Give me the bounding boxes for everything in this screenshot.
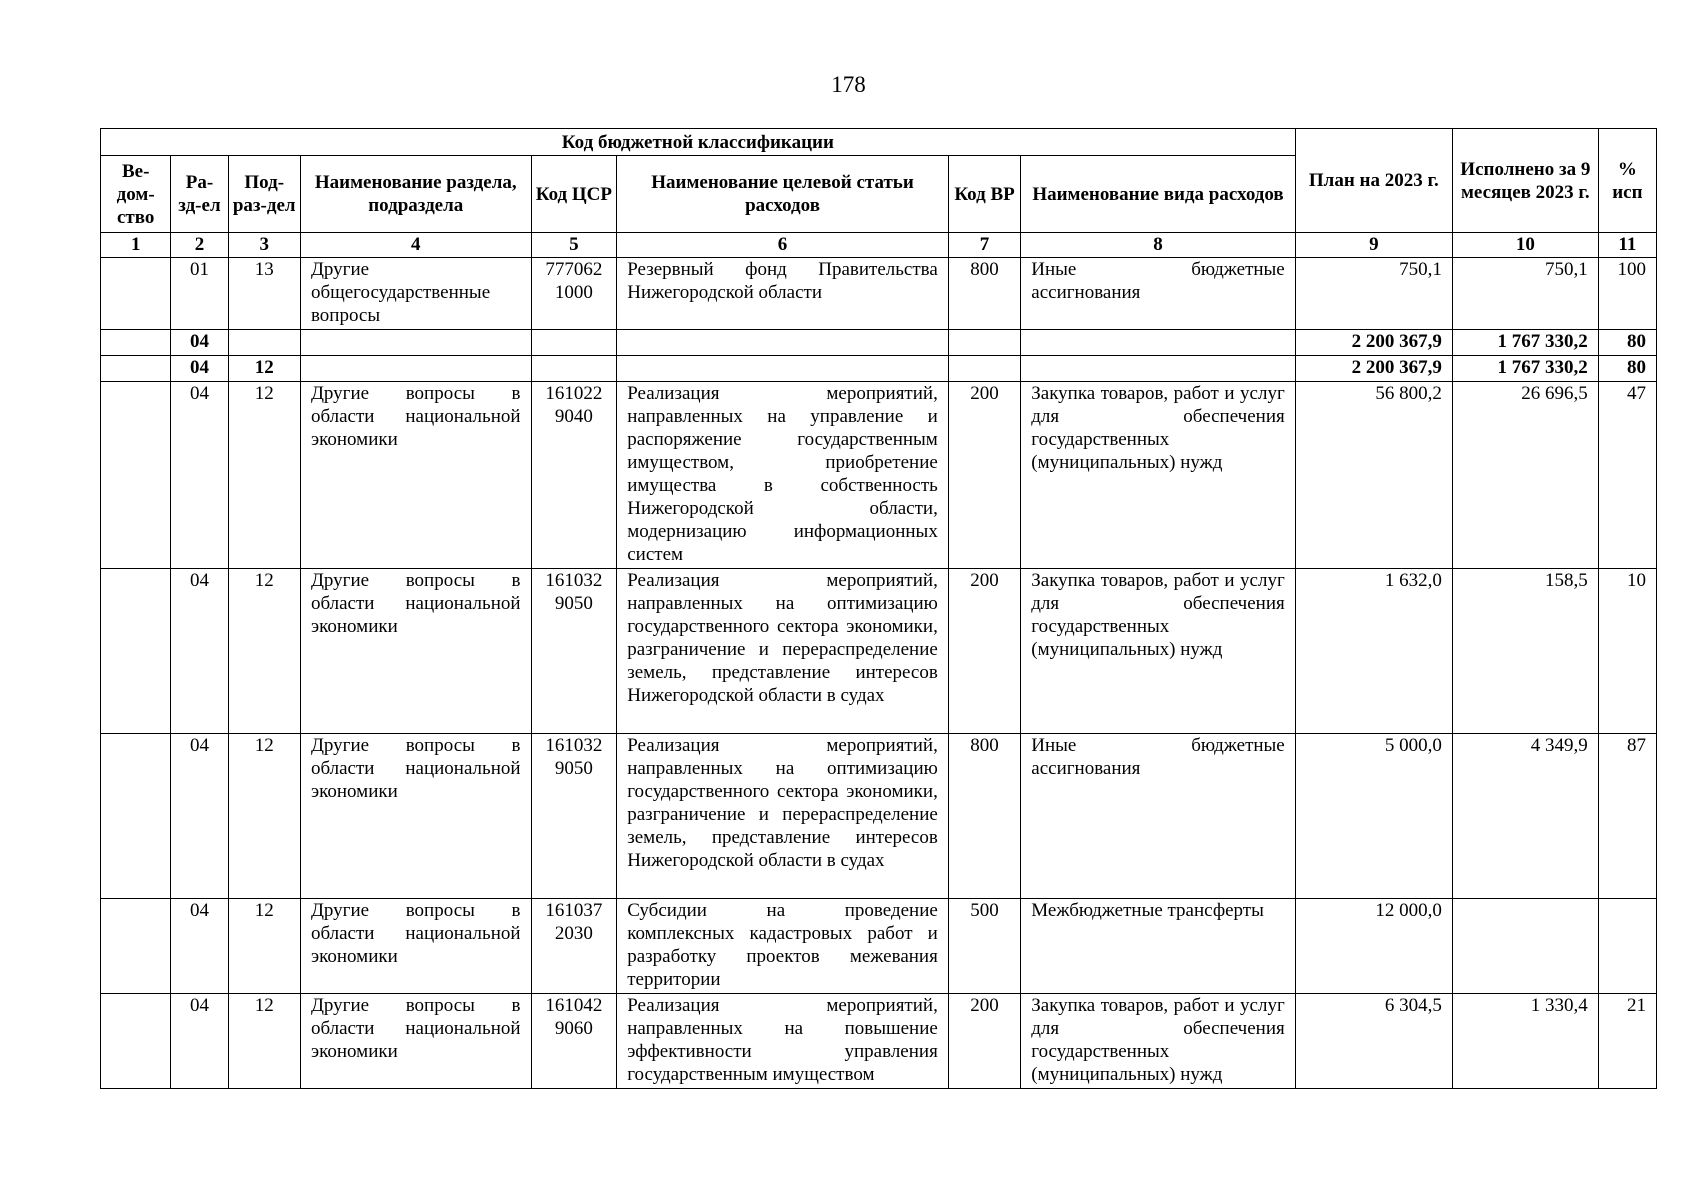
cell-vr: 800 [948, 258, 1020, 330]
cell-executed [1452, 899, 1598, 994]
cell-vedomstvo [101, 330, 171, 356]
cell-expense-type: Иные бюджетные ассигнования [1021, 734, 1295, 899]
header-podrazdel: Под-раз-дел [228, 156, 300, 233]
cell-percent: 80 [1598, 356, 1656, 382]
cell-vedomstvo [101, 734, 171, 899]
header-csr: Код ЦСР [531, 156, 617, 233]
cell-expense-type [1021, 330, 1295, 356]
cell-csr [531, 330, 617, 356]
column-number: 7 [948, 233, 1020, 258]
table-row [101, 899, 1657, 994]
cell-target-name: Реализация мероприятий, направленных на оптимизацию государственного сектора экономики, разграничение и перераспределение земель, представление интересов Нижегородской области в судах [617, 569, 949, 734]
cell-plan: 2 200 367,9 [1295, 356, 1452, 382]
cell-section-name: Другие вопросы в области национальной экономики [300, 382, 531, 569]
cell-percent [1598, 899, 1656, 994]
cell-target-name [617, 330, 949, 356]
cell-vr: 200 [948, 994, 1020, 1089]
table-row [101, 569, 1657, 734]
cell-target-name: Реализация мероприятий, направленных на повышение эффективности управления государственным имуществом [617, 994, 949, 1089]
cell-podrazdel: 12 [228, 382, 300, 569]
cell-target-name: Реализация мероприятий, направленных на оптимизацию государственного сектора экономики, разграничение и перераспределение земель, представление интересов Нижегородской области в судах [617, 734, 949, 899]
cell-vedomstvo [101, 899, 171, 994]
column-number: 11 [1598, 233, 1656, 258]
cell-section-name [300, 356, 531, 382]
cell-plan: 6 304,5 [1295, 994, 1452, 1089]
header-section-name: Наименование раздела, подраздела [300, 156, 531, 233]
budget-table [100, 128, 1657, 1089]
cell-vr: 200 [948, 569, 1020, 734]
cell-vr: 800 [948, 734, 1020, 899]
cell-expense-type: Закупка товаров, работ и услуг для обеспечения государственных (муниципальных) нужд [1021, 569, 1295, 734]
header-vedomstvo: Ве-дом-ство [101, 156, 171, 233]
column-number: 2 [171, 233, 228, 258]
cell-csr [531, 356, 617, 382]
cell-plan: 5 000,0 [1295, 734, 1452, 899]
cell-csr: 161032 9050 [531, 569, 617, 734]
cell-csr: 161032 9050 [531, 734, 617, 899]
header-executed: Исполнено за 9 месяцев 2023 г. [1452, 129, 1598, 233]
cell-razdel: 04 [171, 899, 228, 994]
cell-podrazdel: 12 [228, 734, 300, 899]
column-numbers-row [101, 233, 1657, 258]
cell-razdel: 04 [171, 356, 228, 382]
cell-podrazdel: 12 [228, 356, 300, 382]
cell-podrazdel [228, 330, 300, 356]
cell-vr: 500 [948, 899, 1020, 994]
column-number: 1 [101, 233, 171, 258]
cell-expense-type: Закупка товаров, работ и услуг для обеспечения государственных (муниципальных) нужд [1021, 382, 1295, 569]
column-number: 10 [1452, 233, 1598, 258]
header-group-row [101, 129, 1657, 156]
cell-plan: 56 800,2 [1295, 382, 1452, 569]
cell-razdel: 04 [171, 994, 228, 1089]
header-group-title: Код бюджетной классификации [101, 129, 1296, 156]
cell-csr: 161042 9060 [531, 994, 617, 1089]
cell-target-name: Субсидии на проведение комплексных кадастровых работ и разработку проектов межевания территории [617, 899, 949, 994]
cell-section-name: Другие вопросы в области национальной экономики [300, 994, 531, 1089]
cell-percent: 10 [1598, 569, 1656, 734]
cell-executed: 750,1 [1452, 258, 1598, 330]
cell-plan: 1 632,0 [1295, 569, 1452, 734]
cell-percent: 100 [1598, 258, 1656, 330]
cell-vedomstvo [101, 994, 171, 1089]
cell-razdel: 04 [171, 382, 228, 569]
cell-vr [948, 330, 1020, 356]
column-number: 4 [300, 233, 531, 258]
cell-vr [948, 356, 1020, 382]
column-number: 5 [531, 233, 617, 258]
page-number: 178 [831, 72, 866, 97]
cell-razdel: 04 [171, 734, 228, 899]
header-expense-type: Наименование вида расходов [1021, 156, 1295, 233]
column-number: 6 [617, 233, 949, 258]
cell-expense-type: Иные бюджетные ассигнования [1021, 258, 1295, 330]
cell-razdel: 04 [171, 569, 228, 734]
table-row [101, 734, 1657, 899]
cell-executed: 4 349,9 [1452, 734, 1598, 899]
cell-executed: 1 767 330,2 [1452, 330, 1598, 356]
cell-expense-type [1021, 356, 1295, 382]
cell-executed: 1 330,4 [1452, 994, 1598, 1089]
cell-section-name: Другие вопросы в области национальной экономики [300, 899, 531, 994]
cell-section-name: Другие вопросы в области национальной экономики [300, 569, 531, 734]
cell-podrazdel: 12 [228, 899, 300, 994]
header-percent: % исп [1598, 129, 1656, 233]
cell-vedomstvo [101, 356, 171, 382]
cell-podrazdel: 12 [228, 569, 300, 734]
cell-executed: 158,5 [1452, 569, 1598, 734]
table-row [101, 258, 1657, 330]
column-number: 3 [228, 233, 300, 258]
header-plan: План на 2023 г. [1295, 129, 1452, 233]
cell-podrazdel: 12 [228, 994, 300, 1089]
cell-percent: 80 [1598, 330, 1656, 356]
cell-section-name: Другие общегосударственные вопросы [300, 258, 531, 330]
cell-target-name: Резервный фонд Правительства Нижегородской области [617, 258, 949, 330]
cell-executed: 1 767 330,2 [1452, 356, 1598, 382]
cell-vedomstvo [101, 258, 171, 330]
cell-csr: 777062 1000 [531, 258, 617, 330]
table-row [101, 994, 1657, 1089]
subtotal-row [101, 330, 1657, 356]
cell-plan: 2 200 367,9 [1295, 330, 1452, 356]
cell-razdel: 04 [171, 330, 228, 356]
table-row [101, 382, 1657, 569]
subtotal-row [101, 356, 1657, 382]
cell-percent: 47 [1598, 382, 1656, 569]
cell-section-name: Другие вопросы в области национальной экономики [300, 734, 531, 899]
header-vr: Код ВР [948, 156, 1020, 233]
cell-vr: 200 [948, 382, 1020, 569]
cell-expense-type: Закупка товаров, работ и услуг для обеспечения государственных (муниципальных) нужд [1021, 994, 1295, 1089]
header-razdel: Ра-зд-ел [171, 156, 228, 233]
cell-csr: 161022 9040 [531, 382, 617, 569]
cell-expense-type: Межбюджетные трансферты [1021, 899, 1295, 994]
cell-percent: 87 [1598, 734, 1656, 899]
cell-plan: 12 000,0 [1295, 899, 1452, 994]
cell-target-name [617, 356, 949, 382]
cell-percent: 21 [1598, 994, 1656, 1089]
cell-executed: 26 696,5 [1452, 382, 1598, 569]
header-target-name: Наименование целевой статьи расходов [617, 156, 949, 233]
cell-razdel: 01 [171, 258, 228, 330]
cell-vedomstvo [101, 569, 171, 734]
cell-podrazdel: 13 [228, 258, 300, 330]
cell-vedomstvo [101, 382, 171, 569]
cell-csr: 161037 2030 [531, 899, 617, 994]
cell-section-name [300, 330, 531, 356]
column-number: 8 [1021, 233, 1295, 258]
column-number: 9 [1295, 233, 1452, 258]
cell-target-name: Реализация мероприятий, направленных на управление и распоряжение государственным имуществом, приобретение имущества в собственность Нижегородской области, модернизацию информационных систем [617, 382, 949, 569]
cell-plan: 750,1 [1295, 258, 1452, 330]
